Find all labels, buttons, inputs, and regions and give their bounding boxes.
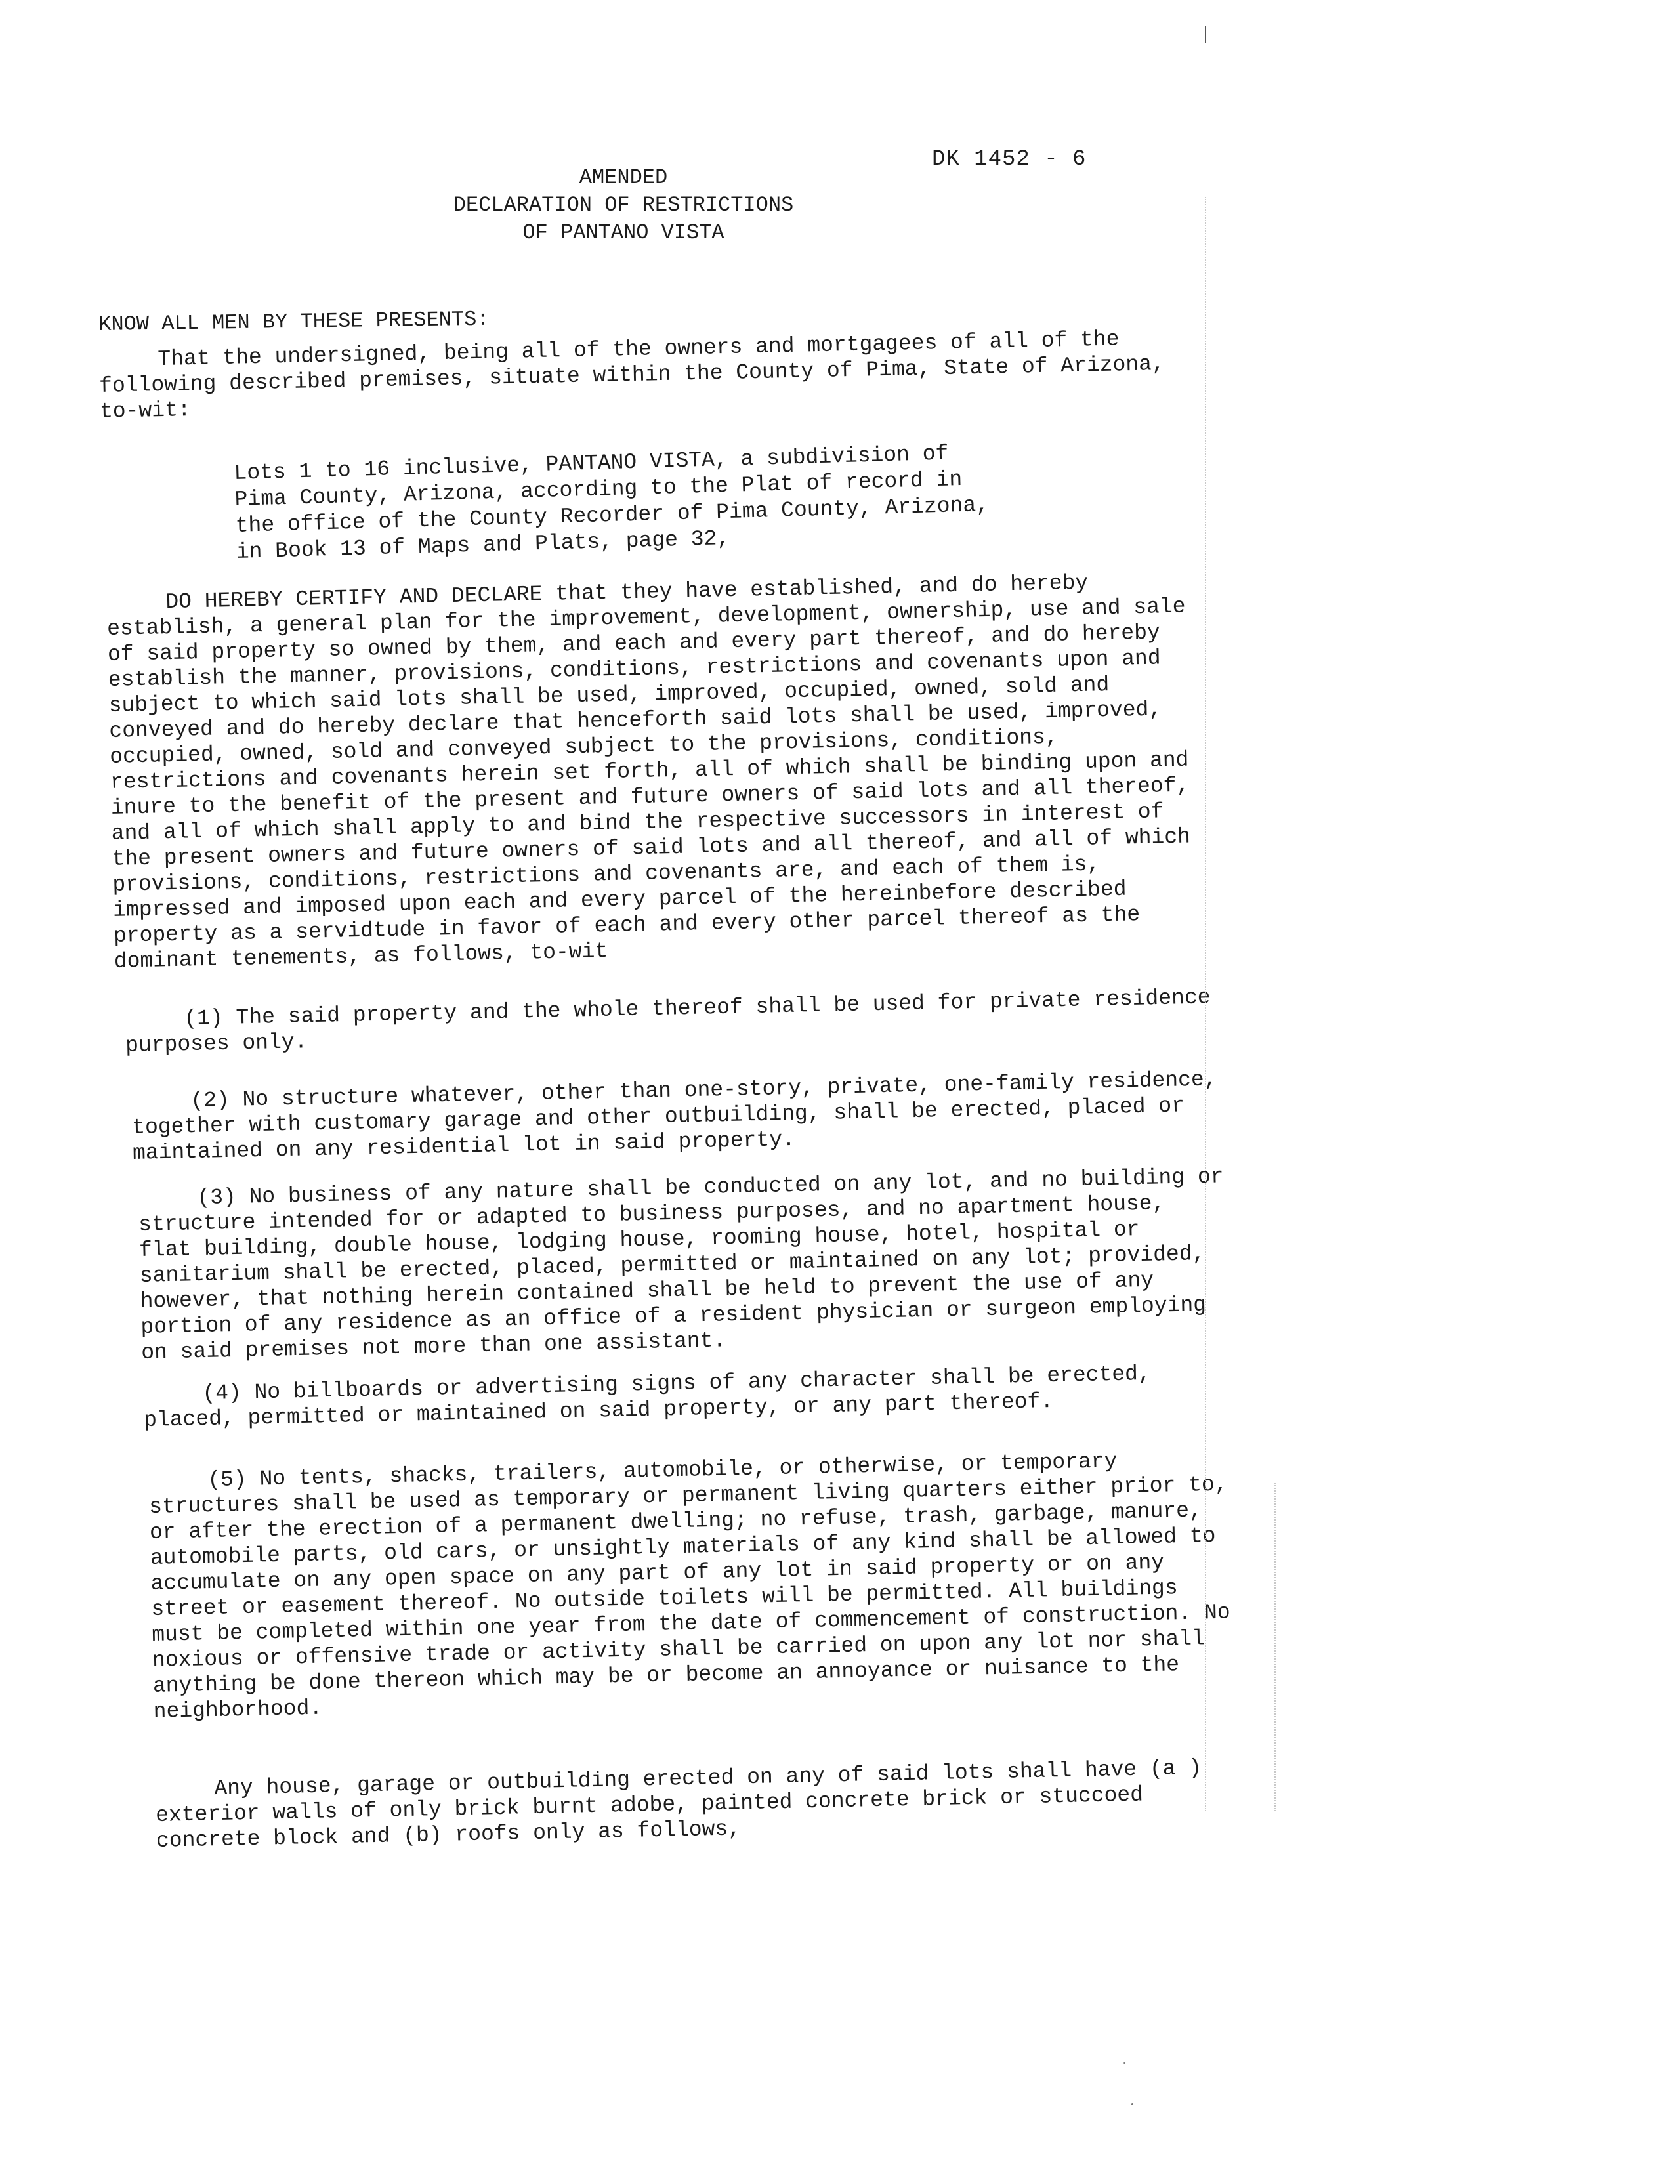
construction-materials-text: Any house, garage or outbuilding erected on any of said lots shall have (a ) exterior walls of only brick burnt adobe, painted concrete brick or stuccoed concrete block and (b) roofs only as follows, <box>155 1755 1202 1853</box>
certify-paragraph <box>106 568 1204 975</box>
restriction-3 <box>138 1164 1230 1366</box>
restriction-text: (2) No structure whatever, other than one-story, private, one-family residence, together with customary garage and other outbuilding, shall be erected, placed or maintained on any residential lot in said property. <box>131 1067 1217 1166</box>
restriction-text: (4) No billboards or advertising signs of any character shall be erected, placed, permitted or maintained on said property, or any part thereof. <box>143 1361 1152 1433</box>
restriction-text: (5) No tents, shacks, trailers, automobile, or otherwise, or temporary structures shall be used as temporary or permanent living quarters either prior to, or after the erection of a permanent dwelling; no refuse, trash, garbage, manure, automobile parts, old cars, or unsightly materials of any kind shall be allowed to accumulate on any open space on any part of any lot in said property or on any street or easement thereof. No outside toilets will be permitted. All buildings must be completed within one year from the date of commencement of construction. No noxious or offensive trade or activity shall be carried on upon any lot nor shall anything be done thereon which may be or become an annoyance or nuisance to the neighborhood. <box>148 1449 1231 1724</box>
salutation: KNOW ALL MEN BY THESE PRESENTS: <box>98 306 490 337</box>
certify-text: DO HEREBY CERTIFY AND DECLARE that they have established, and do hereby establish, a general plan for the improvement, development, ownership, use and sale of said property so owned by them, and each and every part thereof, and do hereby establish the manner, provisions, conditions, restrictions and covenants upon and subject to which said lots shall be used, improved, occupied, owned, sold and conveyed and do hereby declare that henceforth said lots shall be used, improved, occupied, owned, sold and conveyed subject to the provisions, conditions, restrictions and covenants herein set forth, all of which shall be binding upon and inure to the benefit of the present and future owners of said lots and all thereof, and all of which shall apply to and bind the respective successors in interest of the present owners and future owners of said lots and all thereof, and all of which provisions, conditions, restrictions and covenants are, and each of them is, impressed and imposed upon each and every parcel of the hereinbefore described property as a servidtude in favor of each and every other parcel thereof as the dominant tenements, as follows, to-wit <box>106 570 1191 974</box>
legal-description: Lots 1 to 16 inclusive, PANTANO VISTA, a subdivision of Pima County, Arizona, according to the Plat of record in the office of the County Recorder of Pima County, Arizona, in Book 13 of Maps and Plats, page 32, <box>234 441 990 564</box>
scan-artifact-line <box>1205 197 1207 1811</box>
document-number: DK 1452 - 6 <box>932 147 1087 172</box>
construction-materials-paragraph <box>155 1754 1246 1854</box>
scan-artifact-line <box>1274 1483 1276 1811</box>
title-line-amended: AMENDED <box>579 165 668 190</box>
scan-speck <box>1124 2062 1125 2064</box>
intro-text: That the undersigned, being all of the owners and mortgagees of all of the following described premises, situate within the County of Pima, State of Arizona, to-wit: <box>98 327 1166 424</box>
restriction-4 <box>143 1359 1233 1433</box>
intro-paragraph <box>98 325 1189 425</box>
document-title <box>0 164 1247 247</box>
restriction-5 <box>148 1446 1243 1725</box>
restriction-text: (1) The said property and the whole thereof shall be used for private residence purposes only. <box>125 985 1211 1058</box>
scan-speck <box>1131 2103 1133 2105</box>
title-line-subdivision: OF PANTANO VISTA <box>522 220 724 245</box>
restriction-text: (3) No business of any nature shall be conducted on any lot, and no building or structure intended for or adapted to business purposes, and no apartment house, flat building, double house, lodging house, rooming house, hotel, hospital or sanitarium shall be erected, placed, permitted or maintained on any lot; provided, however, that nothing herein contained shall be held to prevent the use of any portion of any residence as an office of a resident physician or surgeon employing on said premises not more than one assistant. <box>138 1164 1224 1365</box>
title-line-declaration: DECLARATION OF RESTRICTIONS <box>453 193 794 217</box>
scan-edge-mark <box>1205 26 1206 43</box>
restriction-1 <box>125 984 1215 1059</box>
restriction-2 <box>131 1066 1222 1166</box>
